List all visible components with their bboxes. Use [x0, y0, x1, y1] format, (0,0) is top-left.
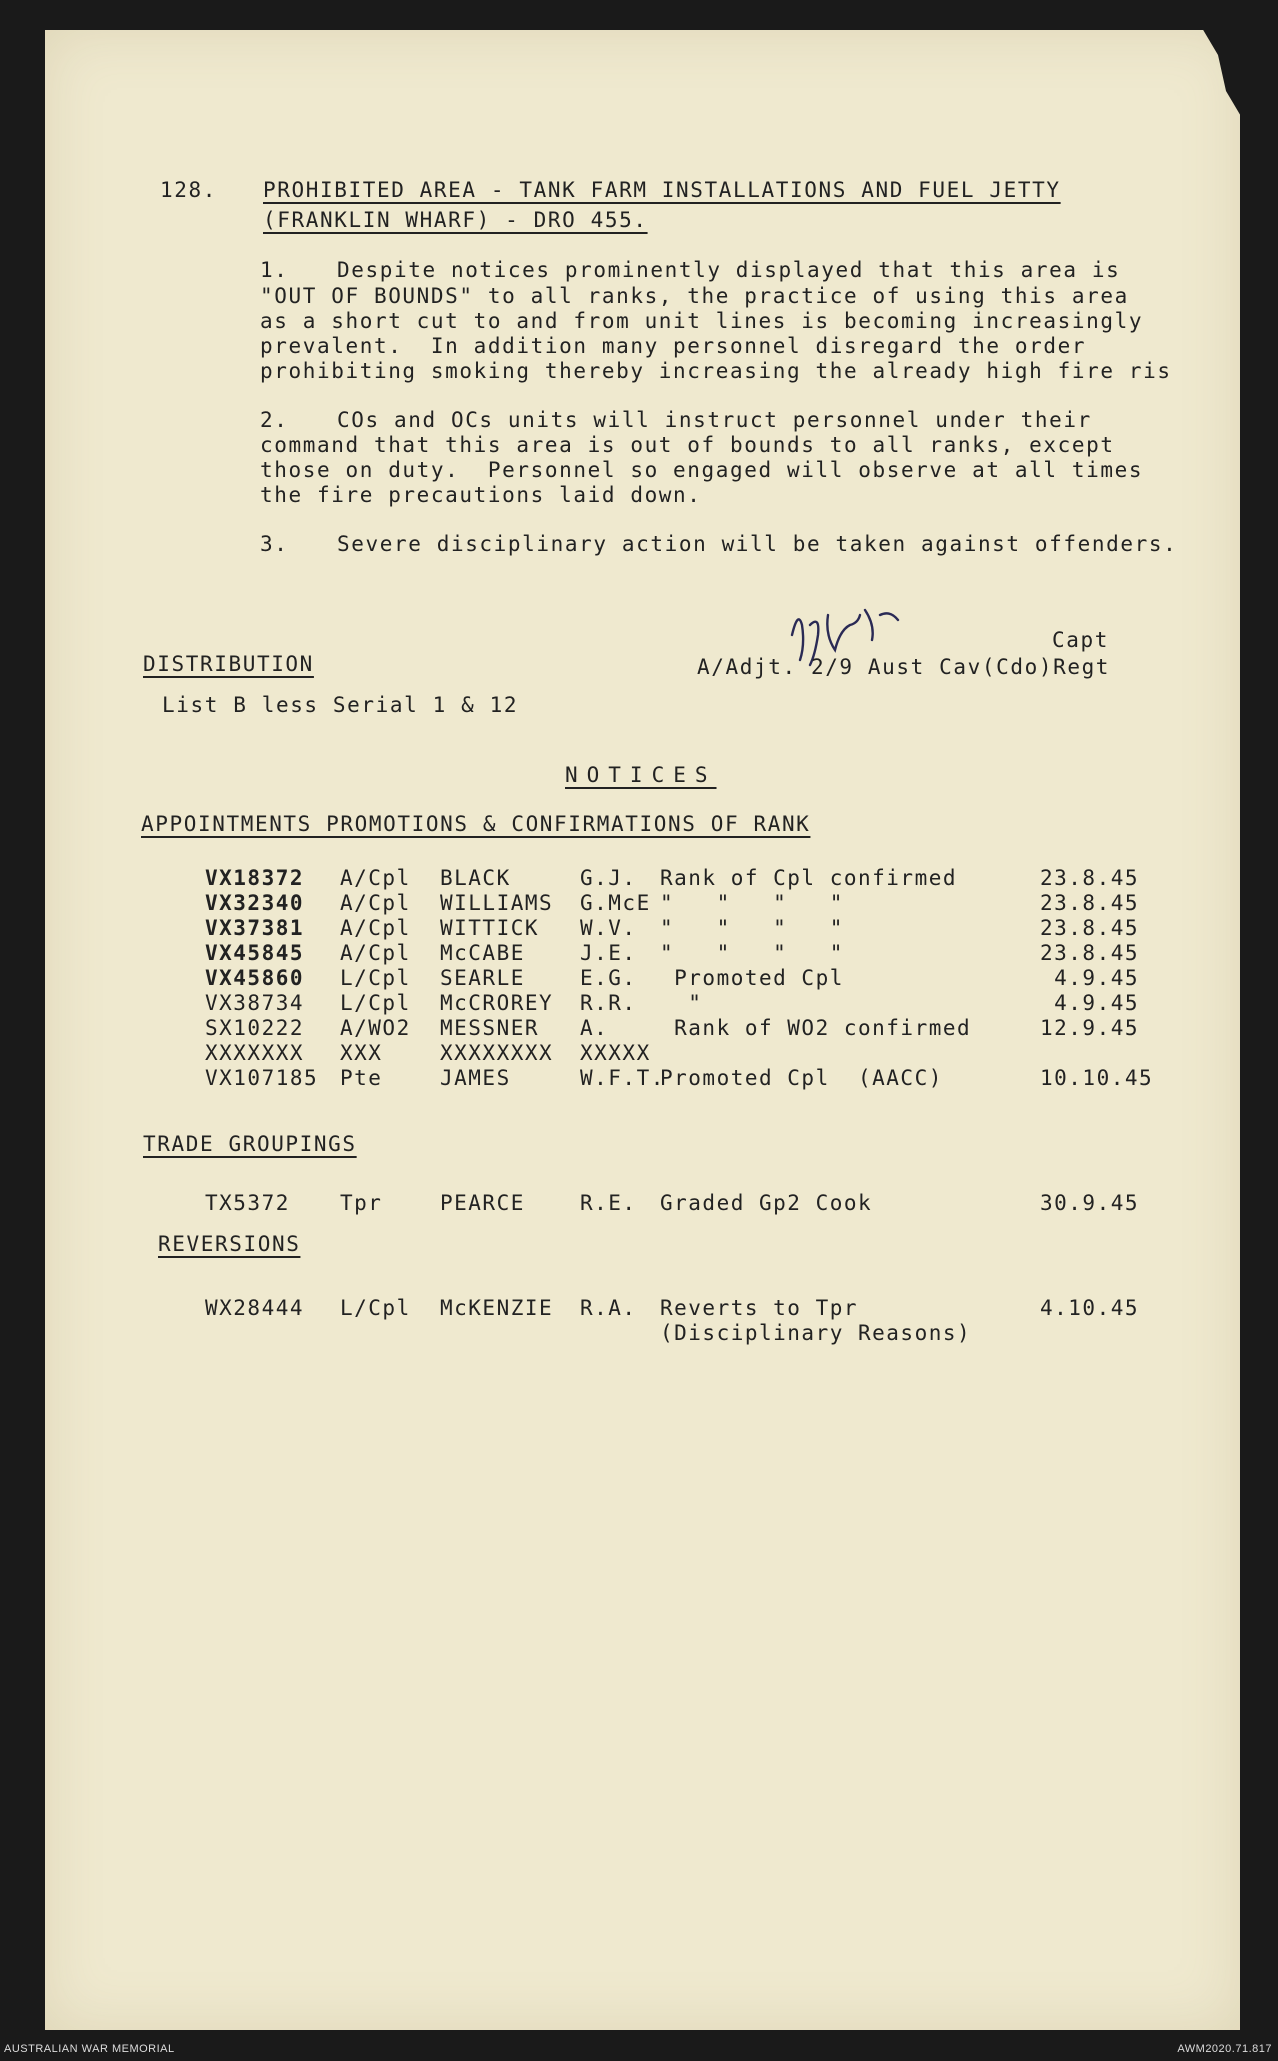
para1-line4: prevalent. In addition many personnel disregard the order: [260, 334, 1087, 358]
cell-name: PEARCE: [440, 1191, 525, 1215]
cell-action: Promoted Cpl (AACC): [660, 1066, 943, 1090]
para1-line1: Despite notices prominently displayed that this area is: [337, 258, 1121, 282]
cell-no: VX18372: [205, 866, 305, 890]
cell-rank: A/Cpl: [340, 916, 411, 940]
cell-init: G.McE: [580, 891, 651, 915]
cell-date: 10.10.45: [1040, 1066, 1154, 1090]
cell-no: VX107185: [205, 1066, 319, 1090]
torn-corner: [1202, 28, 1242, 118]
footer-reference: AWM2020.71.817: [1177, 2043, 1272, 2055]
cell-no: VX32340: [205, 891, 305, 915]
cell-rank: Tpr: [340, 1191, 383, 1215]
cell-date: 4.10.45: [1040, 1296, 1140, 1320]
cell-name: McCROREY: [440, 991, 554, 1015]
para1-number: 1.: [260, 258, 289, 282]
cell-no: VX37381: [205, 916, 305, 940]
para2-line2: command that this area is out of bounds to all ranks, except: [260, 433, 1115, 457]
cell-init: J.E.: [580, 941, 637, 965]
para3-number: 3.: [260, 532, 289, 556]
signature-rank: Capt: [1052, 628, 1109, 652]
signature-title: A/Adjt. 2/9 Aust Cav(Cdo)Regt: [697, 655, 1111, 679]
cell-init: W.F.T.: [580, 1066, 665, 1090]
para2-line3: those on duty. Personnel so engaged will observe at all times: [260, 458, 1144, 482]
cell-name: BLACK: [440, 866, 511, 890]
cell-date: 23.8.45: [1040, 916, 1140, 940]
cell-no: VX45860: [205, 966, 305, 990]
cell-name: McCABE: [440, 941, 525, 965]
cell-name: MESSNER: [440, 1016, 540, 1040]
cell-no: SX10222: [205, 1016, 305, 1040]
para1-line5: prohibiting smoking thereby increasing the already high fire ris: [260, 359, 1172, 383]
cell-action: ": [660, 991, 703, 1015]
para1-line2: "OUT OF BOUNDS" to all ranks, the practice of using this area: [260, 284, 1129, 308]
distribution-text: List B less Serial 1 & 12: [162, 693, 519, 717]
cell-rank: L/Cpl: [340, 966, 411, 990]
cell-init: G.J.: [580, 866, 637, 890]
cell-name: McKENZIE: [440, 1296, 554, 1320]
para2-line1: COs and OCs units will instruct personnel under their: [337, 408, 1092, 432]
cell-date: 30.9.45: [1040, 1191, 1140, 1215]
trade-groupings-heading: TRADE GROUPINGS: [143, 1132, 357, 1156]
cell-date: 23.8.45: [1040, 941, 1140, 965]
cell-name: JAMES: [440, 1066, 511, 1090]
footer-archive-name: AUSTRALIAN WAR MEMORIAL: [4, 2043, 175, 2055]
cell-date: 23.8.45: [1040, 891, 1140, 915]
cell-name: WITTICK: [440, 916, 540, 940]
appointments-heading: APPOINTMENTS PROMOTIONS & CONFIRMATIONS OF RANK: [141, 812, 811, 836]
cell-rank: A/Cpl: [340, 891, 411, 915]
cell-rank: L/Cpl: [340, 1296, 411, 1320]
cell-no: VX38734: [205, 991, 305, 1015]
cell-date: 23.8.45: [1040, 866, 1140, 890]
order-number: 128.: [160, 178, 217, 202]
cell-action: Rank of WO2 confirmed: [660, 1016, 972, 1040]
cell-init: E.G.: [580, 966, 637, 990]
cell-action: Rank of Cpl confirmed: [660, 866, 958, 890]
cell-rank: XXX: [340, 1041, 383, 1065]
cell-action-continued: (Disciplinary Reasons): [660, 1321, 972, 1345]
cell-rank: Pte: [340, 1066, 383, 1090]
cell-action: " " " ": [660, 916, 844, 940]
cell-init: XXXXX: [580, 1041, 651, 1065]
document-page: [45, 30, 1240, 2030]
cell-date: 4.9.45: [1040, 966, 1140, 990]
cell-action: Promoted Cpl: [660, 966, 844, 990]
reversions-heading: REVERSIONS: [158, 1232, 301, 1256]
cell-init: R.R.: [580, 991, 637, 1015]
cell-init: R.A.: [580, 1296, 637, 1320]
cell-no: WX28444: [205, 1296, 305, 1320]
cell-init: A.: [580, 1016, 609, 1040]
cell-name: WILLIAMS: [440, 891, 554, 915]
para2-number: 2.: [260, 408, 289, 432]
cell-rank: A/Cpl: [340, 941, 411, 965]
cell-init: W.V.: [580, 916, 637, 940]
cell-no: XXXXXXX: [205, 1041, 305, 1065]
distribution-heading: DISTRIBUTION: [143, 652, 314, 676]
para1-line3: as a short cut to and from unit lines is becoming increasingly: [260, 309, 1144, 333]
order-heading-line2: (FRANKLIN WHARF) - DRO 455.: [263, 208, 648, 232]
cell-name: SEARLE: [440, 966, 525, 990]
cell-no: VX45845: [205, 941, 305, 965]
cell-rank: L/Cpl: [340, 991, 411, 1015]
cell-name: XXXXXXXX: [440, 1041, 554, 1065]
cell-date: 12.9.45: [1040, 1016, 1140, 1040]
para2-line4: the fire precautions laid down.: [260, 483, 702, 507]
cell-rank: A/WO2: [340, 1016, 411, 1040]
order-heading-line1: PROHIBITED AREA - TANK FARM INSTALLATIONS AND FUEL JETTY: [263, 178, 1061, 202]
para3-line1: Severe disciplinary action will be taken against offenders.: [337, 532, 1178, 556]
cell-no: TX5372: [205, 1191, 290, 1215]
cell-rank: A/Cpl: [340, 866, 411, 890]
cell-init: R.E.: [580, 1191, 637, 1215]
cell-action: " " " ": [660, 941, 844, 965]
notices-heading: NOTICES: [565, 763, 717, 787]
cell-action: Graded Gp2 Cook: [660, 1191, 873, 1215]
cell-action: Reverts to Tpr: [660, 1296, 859, 1320]
cell-date: 4.9.45: [1040, 991, 1140, 1015]
cell-action: " " " ": [660, 891, 844, 915]
